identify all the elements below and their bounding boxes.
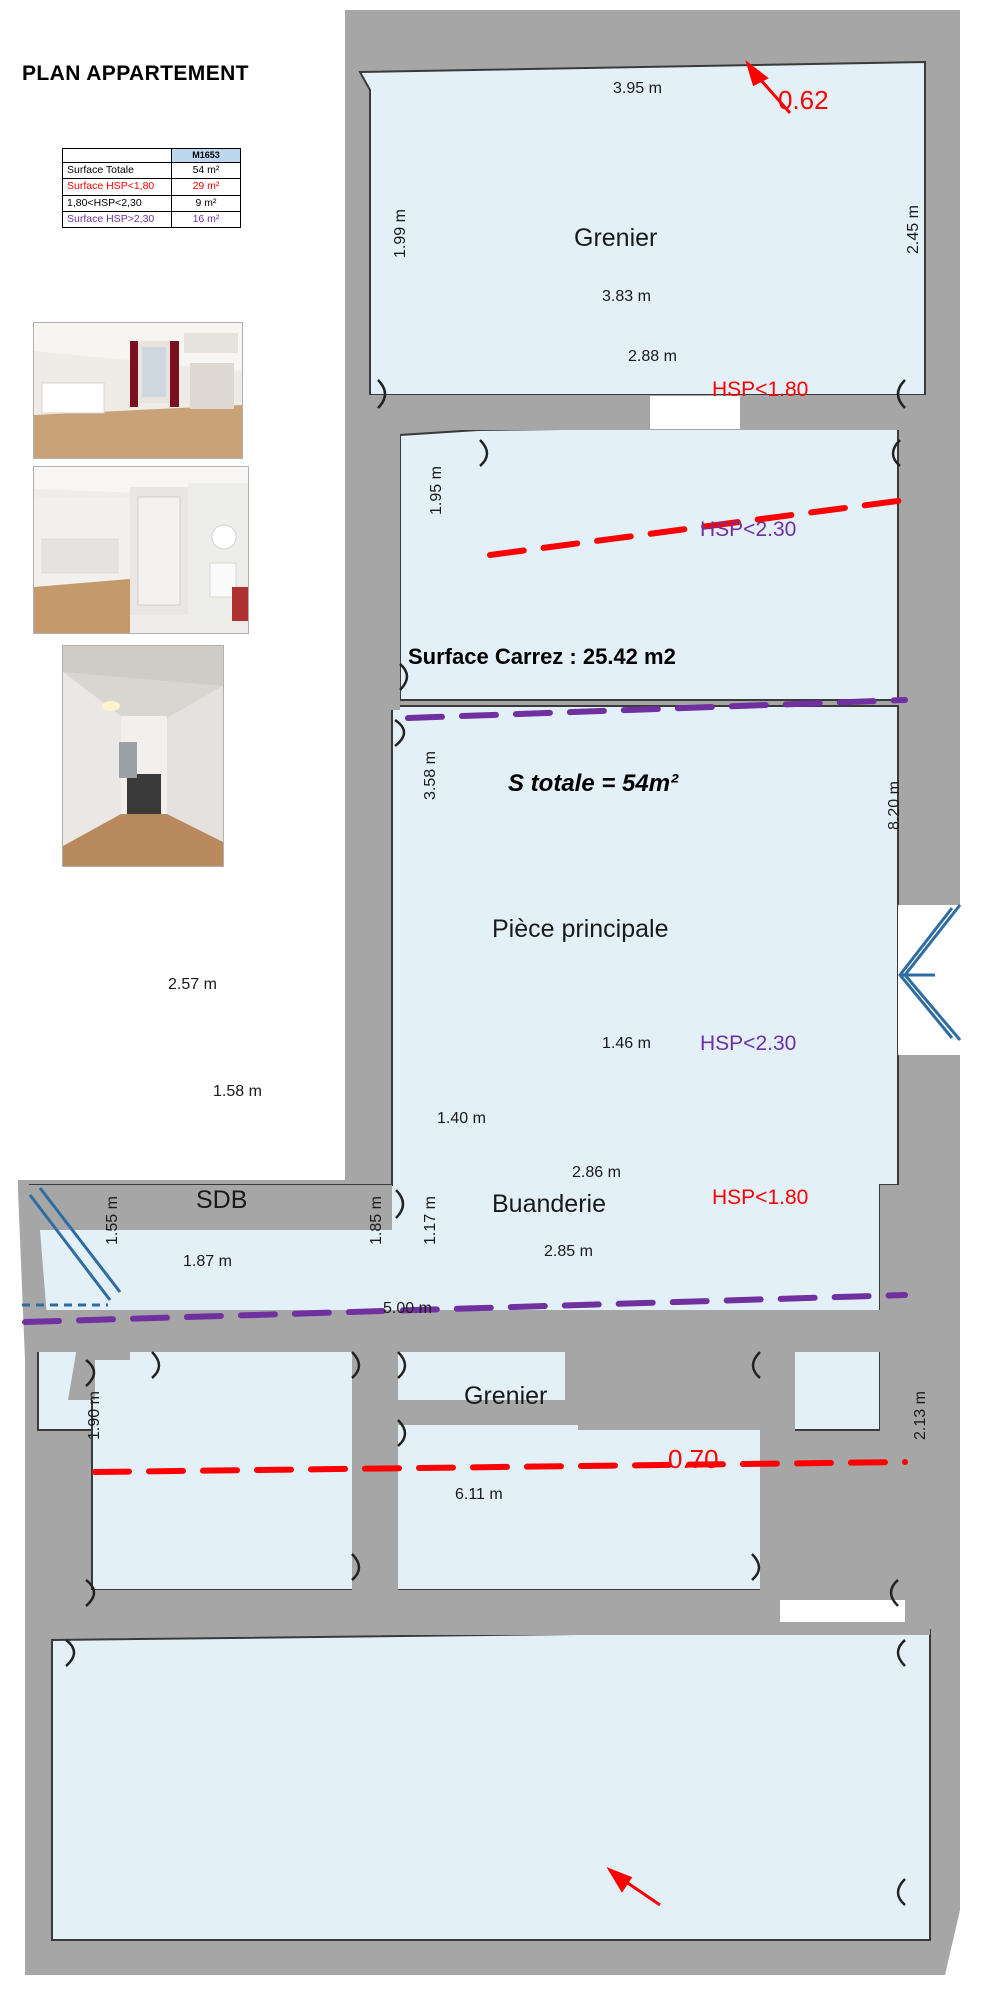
legend-code: M1653 — [172, 149, 241, 163]
photo-bathroom — [33, 466, 249, 634]
dim-1-87: 1.87 m — [183, 1253, 232, 1270]
room-label-grenier-bottom: Grenier — [464, 1382, 548, 1410]
table-row — [63, 179, 241, 195]
dim-2-57: 2.57 m — [168, 976, 217, 993]
hsp-label-180-top: HSP<1.80 — [712, 378, 809, 401]
dim-1-85: 1.85 m — [368, 1196, 385, 1245]
dim-1-40: 1.40 m — [437, 1110, 486, 1127]
photo-hallway — [62, 645, 224, 867]
table-row — [63, 195, 241, 211]
dim-8-20: 8.20 m — [886, 781, 903, 830]
surface-legend-table — [62, 148, 241, 228]
legend-value-0: 54 m² — [172, 163, 241, 179]
dim-3-95: 3.95 m — [613, 80, 662, 97]
dim-2-86: 2.86 m — [572, 1164, 621, 1181]
room-label-sdb: SDB — [196, 1186, 248, 1214]
dim-1-95: 1.95 m — [428, 466, 445, 515]
table-row — [63, 163, 241, 179]
dim-1-55: 1.55 m — [104, 1196, 121, 1245]
legend-value-3: 16 m² — [172, 211, 241, 227]
dim-2-13: 2.13 m — [912, 1391, 929, 1440]
legend-value-1: 29 m² — [172, 179, 241, 195]
carrez-surface-label: Surface Carrez : 25.42 m2 — [408, 644, 676, 669]
legend-label-0: Surface Totale — [63, 163, 172, 179]
dim-3-58: 3.58 m — [422, 751, 439, 800]
room-label-piece-principale: Pièce principale — [492, 915, 669, 943]
dim-1-46: 1.46 m — [602, 1035, 651, 1052]
table-row-header — [63, 149, 241, 163]
legend-value-2: 9 m² — [172, 195, 241, 211]
legend-label-2: 1,80<HSP<2,30 — [63, 195, 172, 211]
table-row — [63, 211, 241, 227]
dim-1-58: 1.58 m — [213, 1083, 262, 1100]
dim-2-88: 2.88 m — [628, 348, 677, 365]
slope-value-top: 0.62 — [778, 85, 829, 115]
dim-6-11: 6.11 m — [455, 1486, 503, 1503]
dim-5-00: 5.00 m — [383, 1300, 432, 1317]
total-surface-label: S totale = 54m² — [508, 770, 679, 797]
hsp-label-230-bottom: HSP<2.30 — [700, 1032, 797, 1055]
hsp-label-230-top: HSP<2.30 — [700, 518, 797, 541]
dim-1-90: 1.90 m — [86, 1391, 103, 1440]
dim-1-17: 1.17 m — [422, 1196, 439, 1245]
page-title: PLAN APPARTEMENT — [22, 62, 249, 85]
dim-3-83: 3.83 m — [602, 288, 651, 305]
hsp-label-180-bottom: HSP<1.80 — [712, 1186, 809, 1209]
room-label-buanderie: Buanderie — [492, 1190, 606, 1218]
photo-bedroom — [33, 322, 243, 459]
dim-2-85: 2.85 m — [544, 1243, 593, 1260]
room-label-grenier-top: Grenier — [574, 224, 658, 252]
slope-value-bottom: 0.70 — [668, 1444, 719, 1474]
dim-1-99: 1.99 m — [392, 209, 409, 258]
legend-label-1: Surface HSP<1,80 — [63, 179, 172, 195]
legend-empty-cell — [63, 149, 172, 163]
legend-label-3: Surface HSP>2,30 — [63, 211, 172, 227]
dim-2-45: 2.45 m — [905, 205, 922, 254]
